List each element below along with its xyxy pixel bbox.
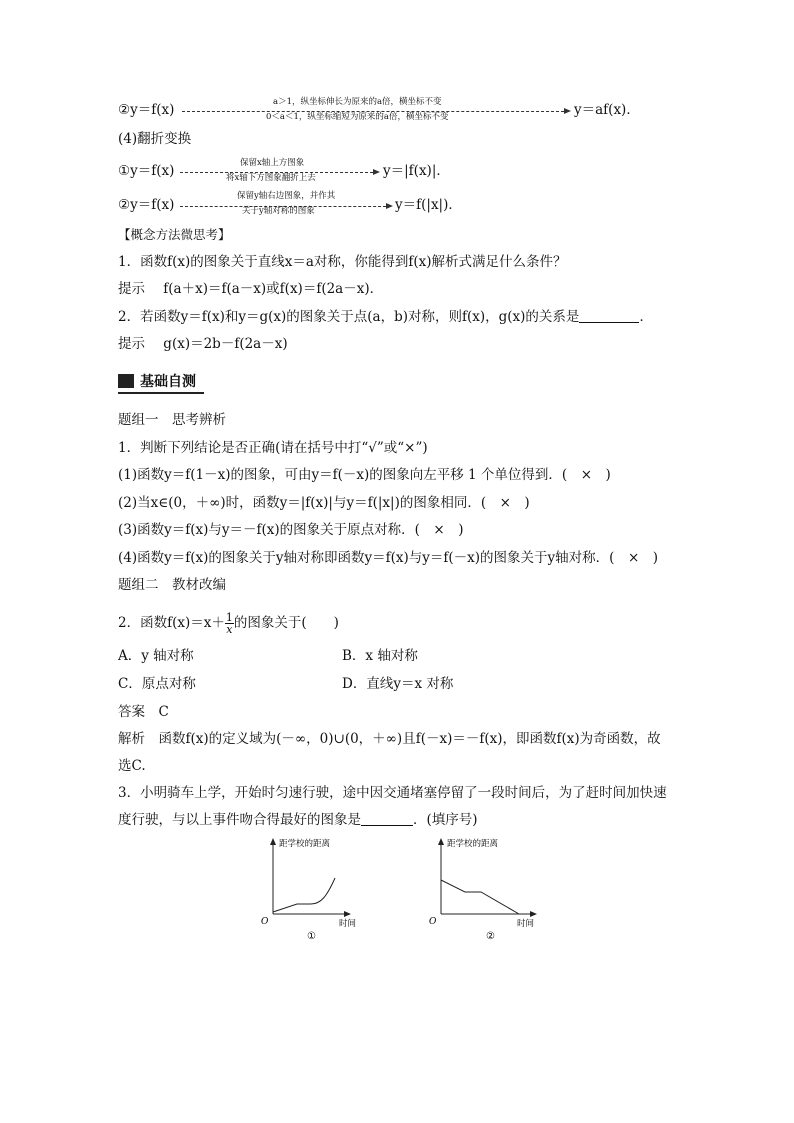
scale-start: ②y＝f(x) bbox=[118, 102, 175, 118]
section-title: 基础自测 bbox=[140, 374, 196, 390]
section-square-icon bbox=[118, 374, 134, 388]
section-underline bbox=[118, 392, 204, 394]
q3-line-2-end: ．(填序号) bbox=[413, 812, 478, 828]
fig1-origin: O bbox=[261, 917, 269, 927]
fig2-caption: ② bbox=[486, 931, 495, 942]
analysis-line-2: 选C. bbox=[118, 758, 146, 774]
figure-2 bbox=[429, 838, 537, 942]
hint-label: 提示 bbox=[118, 281, 145, 297]
group1-item-2: (2)当x∈(0，＋∞)时，函数y＝|f(x)|与y＝f(|x|)的图象相同．( × ) bbox=[118, 495, 530, 511]
group1-item-4: (4)函数y＝f(x)的图象关于y轴对称即函数y＝f(x)与y＝f(－x)的图象关于y轴对称．( × ) bbox=[118, 550, 659, 566]
answer-line: 答案 C bbox=[118, 704, 169, 720]
flip2-cond-top: 保留y轴右边图象，并作其 bbox=[237, 191, 336, 201]
group2-q2 bbox=[118, 612, 339, 635]
q2-prefix: 2．函数f(x)＝x＋ bbox=[118, 615, 225, 631]
scale-cond-top: a＞1，纵坐标伸长为原来的a倍，横坐标不变 bbox=[273, 97, 442, 107]
q3-line-2 bbox=[118, 811, 478, 829]
flip-heading: (4)翻折变换 bbox=[118, 131, 192, 147]
scale-end: y＝af(x)． bbox=[574, 102, 640, 118]
answer-blank bbox=[579, 310, 639, 323]
flip1-cond-bottom: 将x轴下方图象翻折上去 bbox=[226, 173, 316, 183]
flip2-arrow-head bbox=[386, 203, 393, 209]
fig1-curve bbox=[273, 878, 335, 912]
q3-blank bbox=[361, 813, 413, 826]
fig1-x-label: 时间 bbox=[339, 919, 357, 929]
fig2-y-arrow-icon bbox=[438, 838, 444, 845]
concept-q2-text: 2．若函数y＝f(x)和y＝g(x)的图象关于点(a，b)对称，则f(x)，g(x)的关系是 bbox=[118, 309, 580, 325]
option-c: C．原点对称 bbox=[118, 676, 196, 692]
group1-q1: 1．判断下列结论是否正确(请在括号中打“√”或“×”) bbox=[118, 440, 428, 456]
flip1-start: ①y＝f(x) bbox=[118, 163, 175, 179]
analysis-line-1: 解析 函数f(x)的定义域为(－∞，0)∪(0，＋∞)且f(－x)＝－f(x)，即函数f(x)为奇函数，故 bbox=[118, 731, 661, 747]
fig1-caption: ① bbox=[307, 931, 316, 942]
concept-q2 bbox=[118, 308, 653, 326]
fig2-y-label: 距学校的距离 bbox=[447, 839, 499, 849]
flip2-end: y＝f(|x|)． bbox=[395, 197, 462, 213]
section-heading bbox=[118, 372, 196, 392]
fraction-denominator: x bbox=[226, 623, 233, 636]
group2-heading: 题组二 教材改编 bbox=[118, 577, 226, 593]
concept-heading: 【概念方法微思考】 bbox=[118, 227, 231, 242]
group1-item-3: (3)函数y＝f(x)与y＝－f(x)的图象关于原点对称．( × ) bbox=[118, 522, 464, 538]
q3-line-1: 3．小明骑车上学，开始时匀速行驶，途中因交通堵塞停留了一段时间后，为了赶时间加快速 bbox=[118, 785, 667, 801]
concept-q2-end: ． bbox=[639, 309, 653, 325]
scale-arrow-head bbox=[564, 108, 571, 114]
hint-label-2: 提示 bbox=[118, 336, 145, 352]
figure-1 bbox=[261, 838, 356, 942]
option-b: B．x 轴对称 bbox=[342, 648, 418, 664]
flip2-start: ②y＝f(x) bbox=[118, 197, 175, 213]
concept-a2 bbox=[118, 335, 288, 353]
option-d: D．直线y＝x 对称 bbox=[342, 676, 454, 692]
flip2-cond-bottom: 关于y轴对称的图象 bbox=[242, 206, 315, 216]
group1-heading: 题组一 思考辨析 bbox=[118, 412, 226, 428]
flip1-cond-top: 保留x轴上方图象 bbox=[240, 158, 305, 168]
hint-text: f(a＋x)＝f(a－x)或f(x)＝f(2a－x)． bbox=[163, 281, 384, 297]
scale-cond-bottom: 0＜a＜1，纵坐标缩短为原来的a倍，横坐标不变 bbox=[266, 112, 449, 122]
fraction-numerator: 1 bbox=[225, 611, 233, 624]
fig2-x-arrow-icon bbox=[530, 911, 537, 917]
figures-svg bbox=[255, 836, 555, 944]
flip1-end: y＝|f(x)|． bbox=[383, 163, 450, 179]
fraction-one-over-x bbox=[225, 612, 234, 635]
hint-text-2: g(x)＝2b－f(2a－x) bbox=[163, 336, 288, 352]
fig2-x-label: 时间 bbox=[517, 919, 535, 929]
q3-line-2-text: 度行驶，与以上事件吻合得最好的图象是 bbox=[118, 812, 361, 828]
fig1-y-arrow-icon bbox=[270, 838, 276, 845]
option-a: A．y 轴对称 bbox=[118, 648, 194, 664]
fig1-x-arrow-icon bbox=[344, 911, 351, 917]
fig2-origin: O bbox=[429, 917, 437, 927]
concept-q1: 1．函数f(x)的图象关于直线x＝a对称，你能得到f(x)解析式满足什么条件？ bbox=[118, 254, 567, 270]
q2-suffix: 的图象关于( ) bbox=[233, 615, 339, 631]
fig2-curve bbox=[441, 880, 519, 914]
concept-a1 bbox=[118, 280, 383, 298]
flip1-arrow-head bbox=[373, 169, 380, 175]
fig1-y-label: 距学校的距离 bbox=[279, 839, 331, 849]
group1-item-1: (1)函数y＝f(1－x)的图象，可由y＝f(－x)的图象向左平移 1 个单位得到．( × ) bbox=[118, 467, 611, 483]
